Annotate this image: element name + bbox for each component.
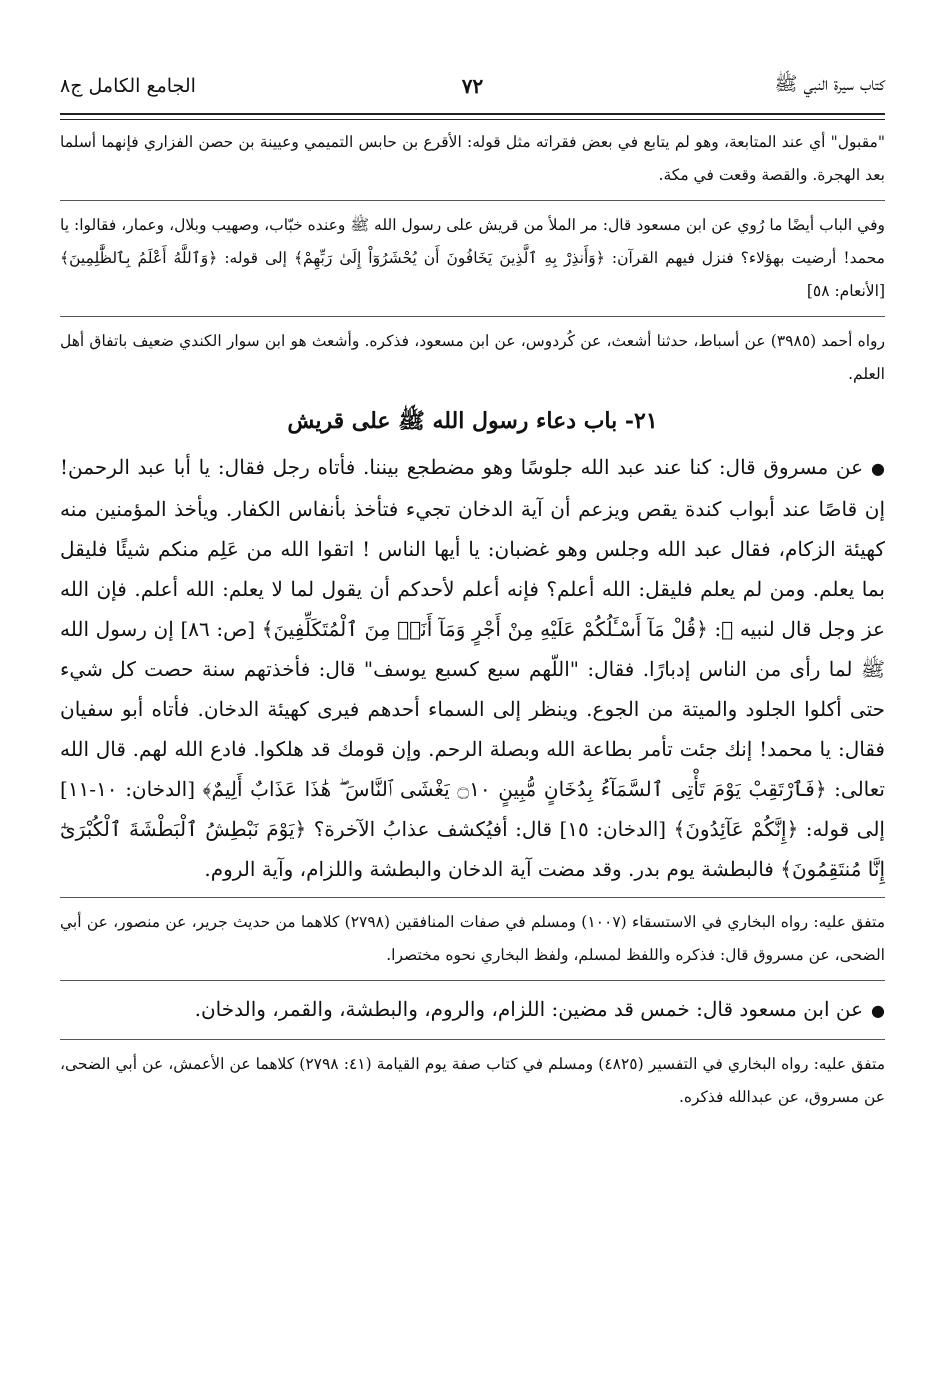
page-content: [60, 126, 885, 1114]
footnote-paragraph-1: "مقبول" أي عند المتابعة، وهو لم يتابع في بعض فقراته مثل قوله: الأقرع بن حابس التميمي وعيينة بن حصن الفزاري فإنهما أسلما بعد الهجرة. والقصة وقعت في مكة.: [60, 133, 885, 184]
page-header: [60, 66, 885, 106]
separator-line: [60, 897, 885, 898]
hadith-text-2: عن ابن مسعود قال: خمس قد مضين: اللزام، والروم، والبطشة، والقمر، والدخان.: [194, 997, 864, 1021]
footnote-paragraph-3: رواه أحمد (٣٩٨٥) عن أسباط، حدثنا أشعث، عن كُردوس، عن ابن مسعود، فذكره. وأشعث هو ابن سوار الكندي ضعيف باتفاق أهل العلم.: [60, 332, 885, 383]
chapter-title: ٢١- باب دعاء رسول الله ﷺ على قريش: [287, 408, 658, 434]
hadith-paragraph-1: [60, 447, 885, 889]
takhrij-note-2: متفق عليه: رواه البخاري في التفسير (٤٨٢٥) ومسلم في كتاب صفة يوم القيامة (٤١: ٢٧٩٨) كلاهما عن الأعمش، عن أبي الضحى، عن مسروق، عن عبدالله فذكره.: [60, 1055, 886, 1106]
bullet-icon: ●: [871, 1001, 885, 1020]
takhrij-note-1: متفق عليه: رواه البخاري في الاستسقاء (١٠٠٧) ومسلم في صفات المنافقين (٢٧٩٨) كلاهما من حديث جرير، عن منصور، عن أبي الضحى، عن مسروق قال: فذكره واللفظ لمسلم، ولفظ البخاري نحوه مختصرا.: [60, 913, 885, 964]
header-volume-title: الجامع الكامل ج٨: [60, 75, 196, 97]
separator-line: [60, 316, 885, 317]
header-book-title: كتاب سيرة النبي ﷺ: [774, 73, 885, 95]
header-rule-thick: [60, 113, 885, 115]
header-rule-thin: [60, 119, 885, 120]
hadith-paragraph-2: [60, 989, 885, 1031]
separator-line: [60, 980, 885, 981]
footnote-paragraph-2: وفي الباب أيضًا ما رُوي عن ابن مسعود قال: مر الملأ من قريش على رسول الله ﷺ وعنده خبّاب، وصهيب وبلال، وعمار، فقالوا: يا محمد! أرضيت بهؤلاء؟ فنزل فيهم القرآن: ﴿وَأَنذِرْ بِهِ ٱلَّذِينَ يَخَافُونَ أَن يُحْشَرُوٓاْ إِلَىٰ رَبِّهِمْ﴾ إلى قوله: ﴿وَٱللَّهُ أَعْلَمُ بِٱلظَّٰلِمِينَ﴾ [الأنعام: ٥٨]: [60, 216, 885, 300]
separator-line: [60, 200, 885, 201]
page-number: ٧٢: [461, 74, 484, 98]
separator-line: [60, 1039, 885, 1040]
hadith-text-1: عن مسروق قال: كنا عند عبد الله جلوسًا وهو مضطجع بيننا. فأتاه رجل فقال: يا أبا عبد الرحمن! إن قاصًا عند أبواب كندة يقص ويزعم أن آية الدخان تجيء فتأخذ بأنفاس الكفار. ويأخذ المؤمنين منه كهيئة الزكام، فقال عبد الله وجلس وهو غضبان: يا أيها الناس ! اتقوا الله من عَلِم منكم شيئًا فليقل بما يعلم. ومن لم يعلم فليقل: الله أعلم؟ فإنه أعلم لأحدكم أن يقول لما لا يعلم: الله أعلم. فإن الله عز وجل قال لنبيه ﷺ: ﴿قُلْ مَآ أَسْـَٔلُكُمْ عَلَيْهِ مِنْ أَجْرٍ وَمَآ أَنَا۠ مِنَ ٱلْمُتَكَلِّفِينَ﴾ [ص: ٨٦] إن رسول الله ﷺ لما رأى من الناس إدبارًا. فقال: "اللّهم سبع كسبع يوسف" قال: فأخذتهم سنة حصت كل شيء حتى أكلوا الجلود والميتة من الجوع. وينظر إلى السماء أحدهم فيرى كهيئة الدخان. فأتاه أبو سفيان فقال: يا محمد! إنك جئت تأمر بطاعة الله وبصلة الرحم. وإن قومك قد هلكوا. فادع الله لهم. قال الله تعالى: ﴿فَٱرْتَقِبْ يَوْمَ تَأْتِى ٱلسَّمَآءُ بِدُخَانٍ مُّبِينٍ ۝١٠ يَغْشَى ٱلنَّاسَ ۖ هَٰذَا عَذَابٌ أَلِيمٌ﴾ [الدخان: ١٠-١١] إلى قوله: ﴿إِنَّكُمْ عَآئِدُونَ﴾ [الدخان: ١٥] قال: أفيُكشف عذابُ الآخرة؟ ﴿يَوْمَ نَبْطِشُ ٱلْبَطْشَةَ ٱلْكُبْرَىٰٓ إِنَّا مُنتَقِمُونَ﴾ فالبطشة يوم بدر. وقد مضت آية الدخان والبطشة واللزام، وآية الروم.: [60, 455, 885, 881]
bullet-icon: ●: [871, 459, 885, 478]
